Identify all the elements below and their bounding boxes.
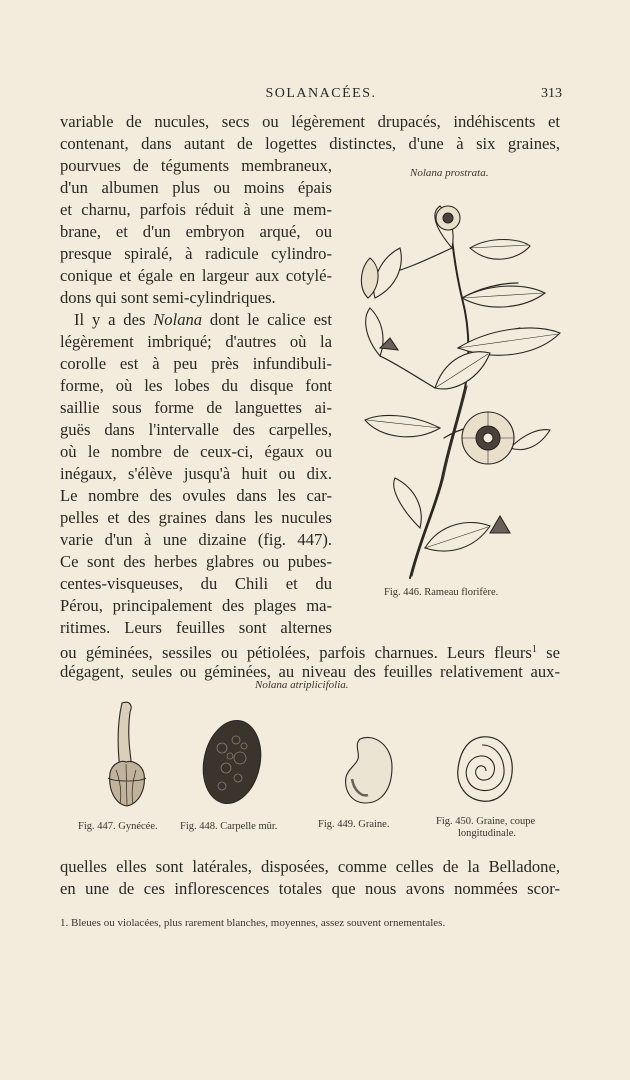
text-line: en une de ces inflorescences totales que nous avons nommées scor- xyxy=(60,879,560,898)
footnote: 1. Bleues ou violacées, plus rarement blanches, moyennes, assez souvent ornementales. xyxy=(60,917,446,929)
text-line: varie d'un à une dizaine (fig. 447). xyxy=(60,530,332,549)
text-line: variable de nucules, secs ou légèrement drupacés, indéhiscents et xyxy=(60,112,560,131)
text-line: saillie sous forme de languettes ai- xyxy=(60,398,332,417)
text-line: dons qui sont semi-cylindriques. xyxy=(60,288,276,307)
text-line: forme, où les lobes du disque font xyxy=(60,376,332,395)
running-head-title: SOLANACÉES. xyxy=(265,86,377,101)
text-line: inégaux, s'élève jusqu'à huit ou dix. xyxy=(60,464,332,483)
figure-449-caption: Fig. 449. Graine. xyxy=(318,819,390,830)
text-line: dégagent, seules ou géminées, au niveau des feuilles relativement aux- xyxy=(60,662,560,681)
page-number: 313 xyxy=(541,86,562,101)
mature-carpel-illustration xyxy=(200,718,265,808)
text-line: contenant, dans autant de logettes distinctes, d'une à six graines, xyxy=(60,134,560,153)
text-line: quelles elles sont latérales, disposées, comme celles de la Belladone, xyxy=(60,857,560,876)
text-line: corolle est à peu près infundibuli- xyxy=(60,354,332,373)
figure-row-title: Nolana atriplicifolia. xyxy=(255,679,349,691)
text-line: Le nombre des ovules dans les car- xyxy=(60,486,332,505)
text-line: légèrement imbriqué; d'autres où la xyxy=(60,332,332,351)
text-line: guës dans l'intervalle des carpelles, xyxy=(60,420,332,439)
figure-447-caption: Fig. 447. Gynécée. xyxy=(78,821,158,832)
text-line: conique et égale en largeur aux cotylé- xyxy=(60,266,332,285)
text-line: pourvues de téguments membraneux, xyxy=(60,156,332,175)
figure-446-title: Nolana prostrata. xyxy=(410,167,489,179)
text-line: ritimes. Leurs feuilles sont alternes xyxy=(60,618,332,637)
seed-section-illustration xyxy=(452,733,518,805)
text-line xyxy=(60,309,332,331)
text-line xyxy=(60,639,560,661)
running-head xyxy=(60,86,562,106)
text-line: et charnu, parfois réduit à une mem- xyxy=(60,200,332,219)
text-run: ou géminées, sessiles ou pétiolées, parfois charnues. Leurs fleurs xyxy=(60,643,532,662)
text-line: pelles et des graines dans les nucules xyxy=(60,508,332,527)
text-line: Pérou, principalement des plages ma- xyxy=(60,596,332,615)
gynoecium-illustration xyxy=(100,698,152,813)
text-run: dont le calice est xyxy=(202,310,333,329)
text-line: brane, et d'un embryon arqué, ou xyxy=(60,222,332,241)
figure-446-illustration xyxy=(340,188,570,586)
text-line: d'un albumen plus ou moins épais xyxy=(60,178,332,197)
text-run: se xyxy=(536,643,560,662)
text-line: Ce sont des herbes glabres ou pubes- xyxy=(60,552,332,571)
seed-illustration xyxy=(340,733,398,808)
figure-450-caption-line2: longitudinale. xyxy=(458,828,517,839)
text-line: où le nombre de ceux-ci, égaux ou xyxy=(60,442,332,461)
figure-446-caption: Fig. 446. Rameau florifère. xyxy=(384,587,499,598)
text-run: Il y a des xyxy=(74,310,154,329)
text-line: presque spiralé, à radicule cylindro- xyxy=(60,244,332,263)
footnote-ref: 1 xyxy=(531,644,537,655)
text-line: centes-visqueuses, du Chili et du xyxy=(60,574,332,593)
figure-450-caption: Fig. 450. Graine, coupe xyxy=(436,816,536,827)
figure-448-caption: Fig. 448. Carpelle mûr. xyxy=(180,821,278,832)
genus-name: Nolana xyxy=(153,310,203,329)
